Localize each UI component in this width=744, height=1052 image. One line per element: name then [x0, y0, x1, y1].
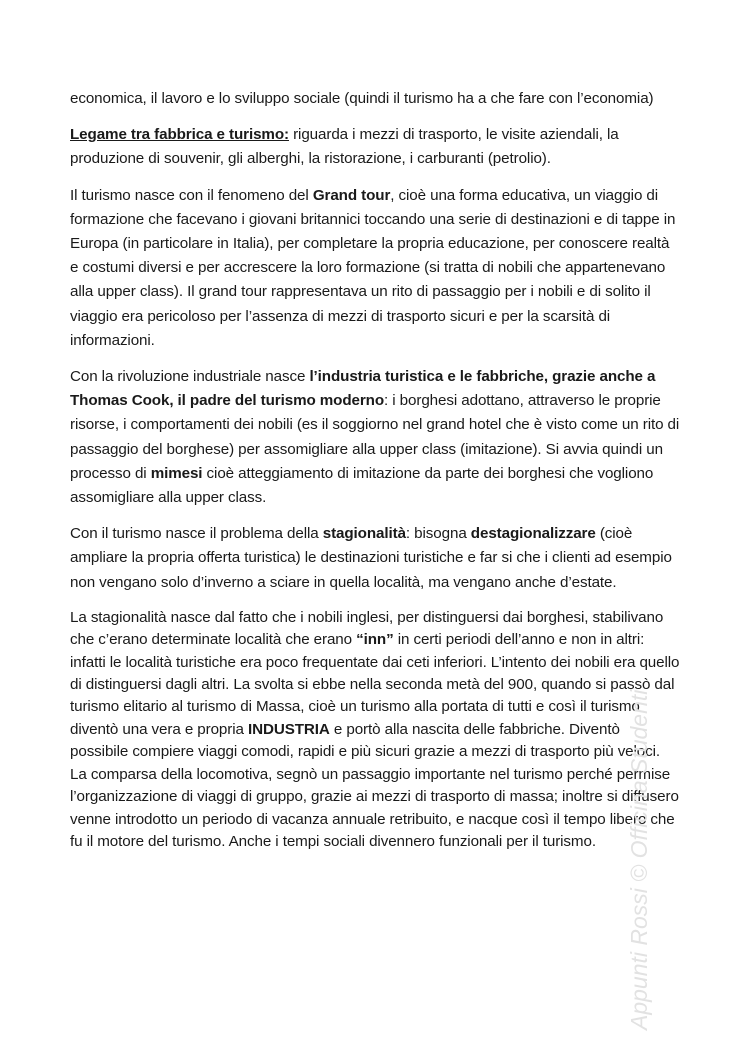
paragraph-grand-tour: Il turismo nasce con il fenomeno del Grand tour, cioè una forma educativa, un viaggio di formazione che facevano i giovani britannici toccando una serie di destinazioni e di tappe in Europa (in particolare in Italia), per completare la propria educazione, per conoscere realtà e costumi diversi e per accrescere la loro formazione (si tratta di nobili che appartenevano alla upper class). Il grand tour rappresentava un rito di passaggio per i nobili e di solito il viaggio era pericoloso per l’assenza di mezzi di trasporto sicuri e per la scarsità di informazioni. — [70, 186, 676, 349]
paragraph-stagionalita: Con il turismo nasce il problema della stagionalità: bisogna destagionalizzare (cioè ampliare la propria offerta turistica) le destinazioni turistiche e far si che i clienti ad esempio non vengano solo d’inverno a sciare in quella località, ma vengano anche d’estate. — [70, 525, 672, 591]
watermark: Appunti Rossi © Officina Studenti — [626, 689, 652, 1030]
paragraph-rivoluzione-industriale: Con la rivoluzione industriale nasce l’industria turistica e le fabbriche, grazie anche a Thomas Cook, il padre del turismo moderno: i borghesi adottano, attraverso le proprie risorse, i comportamenti dei nobili (es il soggiorno nel grand hotel che è visto come un rito di passaggio del borghese) per assomigliare alla upper class (imitazione). Si avvia quindi un processo di mimesi cioè atteggiamento di imitazione da parte dei borghesi che vogliono assomigliare alla upper class. — [70, 368, 680, 507]
document-page — [70, 87, 680, 865]
paragraph-economia: economica, il lavoro e lo sviluppo sociale (quindi il turismo ha a che fare con l’economia) — [70, 90, 654, 107]
paragraph-legame: Legame tra fabbrica e turismo: riguarda i mezzi di trasporto, le visite aziendali, la produzione di souvenir, gli alberghi, la ristorazione, i carburanti (petrolio). — [70, 126, 619, 168]
paragraph-heading: Legame tra fabbrica e turismo: — [70, 126, 289, 144]
paragraph-nobili-inglesi: La stagionalità nasce dal fatto che i nobili inglesi, per distinguersi dai borghesi, stabilivano che c’erano determinate località che erano “inn” in certi periodi dell’anno e non in altri: infatti le località turistiche era poco frequentate dai ceti inferiori. L’intento dei nobili era quello di distinguersi dagli altri. La svolta si ebbe nella seconda metà del 900, quando si passò dal turismo elitario al turismo di Massa, cioè un turismo alla portata di tutti e così il turismo diventò una vera e propria INDUSTRIA e portò alla nascita delle fabbriche. Diventò possibile compiere viaggi comodi, rapidi e più sicuri grazie a mezzi di trasporto più veloci. La comparsa della locomotiva, segnò un passaggio importante nel turismo perché permise l’organizzazione di viaggi di gruppo, grazie ai mezzi di trasporto di massa; inoltre si diffusero venne introdotto un periodo di vacanza annuale retribuito, e nacque così il tempo libero che fu il motore del turismo. Anche i tempi sociali divennero funzionali per il turismo. — [70, 608, 680, 850]
